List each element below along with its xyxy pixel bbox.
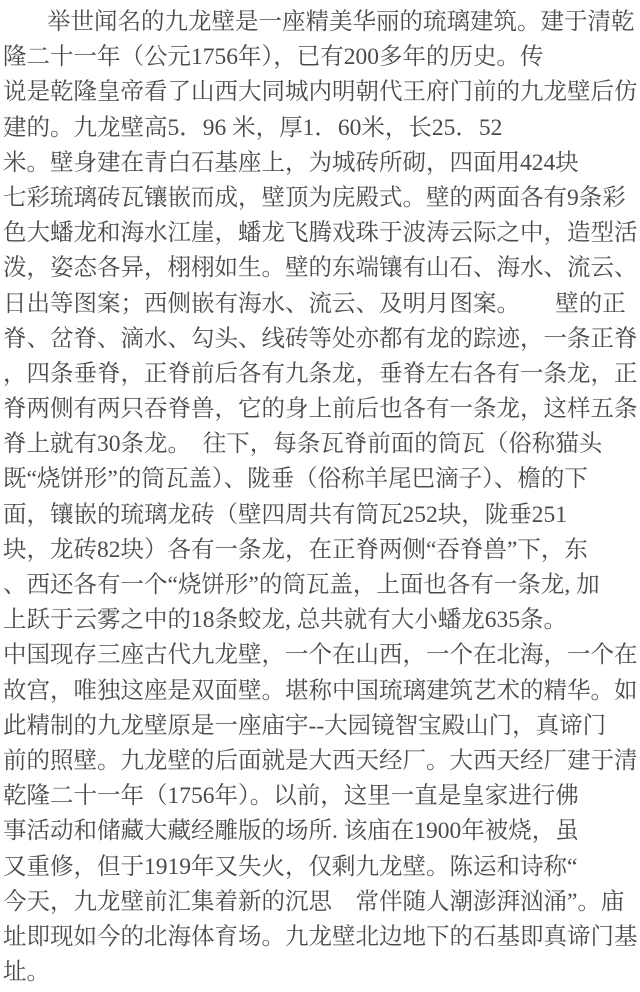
text-line: 日出等图案；西侧嵌有海水、流云、及明月图案。 壁的正 xyxy=(3,290,626,317)
text-line: 七彩琉璃砖瓦镶嵌而成，壁顶为庑殿式。壁的两面各有9条彩 xyxy=(3,184,626,211)
text-line: 址。 xyxy=(3,959,50,986)
text-line: 此精制的九龙壁原是一座庙宇--大园镜智宝殿山门，真谛门 xyxy=(3,712,607,739)
text-line: ，四条垂脊，正脊前后各有九条龙，垂脊左右各有一条龙，正 xyxy=(3,360,638,387)
text-line: 上跃于云雾之中的18条蛟龙, 总共就有大小蟠龙635条。 xyxy=(3,607,567,634)
text-line: 米。壁身建在青白石基座上，为城砖所砌，四面用424块 xyxy=(3,149,579,176)
text-line: 既“烧饼形”的筒瓦盖）、陇垂（俗称羊尾巴滴子）、檐的下 xyxy=(3,466,588,493)
text-line: 前的照壁。九龙壁的后面就是大西天经厂。大西天经厂建于清 xyxy=(3,747,638,774)
text-line: 乾隆二十一年（1756年）。以前，这里一直是皇家进行佛 xyxy=(3,783,579,810)
text-line: 隆二十一年（公元1756年），已有200多年的历史。传 xyxy=(3,44,544,71)
text-line: 事活动和储藏大藏经雕版的场所. 该庙在1900年被烧，虽 xyxy=(3,818,579,845)
text-line: 址即现如今的北海体育场。九龙壁北边地下的石基即真谛门基 xyxy=(3,923,638,950)
text-line: 块，龙砖82块）各有一条龙，在正脊两侧“吞脊兽”下，东 xyxy=(3,536,588,563)
text-line: 脊上就有30条龙。 往下，每条瓦脊前面的筒瓦（俗称猫头 xyxy=(3,431,603,458)
text-line: 故宫，唯独这座是双面壁。堪称中国琉璃建筑艺术的精华。如 xyxy=(3,677,638,704)
text-line: 面，镶嵌的琉璃龙砖（壁四周共有筒瓦252块，陇垂251 xyxy=(3,501,567,528)
text-line: 色大蟠龙和海水江崖，蟠龙飞腾戏珠于波涛云际之中，造型活 xyxy=(3,220,638,247)
text-line: 泼，姿态各异，栩栩如生。壁的东端镶有山石、海水、流云、 xyxy=(3,255,638,282)
text-line: 举世闻名的九龙壁是一座精美华丽的琉璃建筑。建于清乾 xyxy=(47,9,635,35)
text-line: 中国现存三座古代九龙壁，一个在山西，一个在北海，一个在 xyxy=(3,642,638,669)
text-line: 又重修，但于1919年又失火，仅剩九龙壁。陈运和诗称“ xyxy=(3,853,578,880)
text-line: 说是乾隆皇帝看了山西大同城内明朝代王府门前的九龙壁后仿 xyxy=(3,79,638,106)
text-line: 今天，九龙壁前汇集着新的沉思 常伴随人潮澎湃汹涌”。庙 xyxy=(3,888,625,915)
text-line: 建的。九龙壁高5．96 米，厚1．60米，长25．52 xyxy=(3,114,503,141)
text-line: 脊、岔脊、滴水、勾头、线砖等处亦都有龙的踪迹，一条正脊 xyxy=(3,325,638,352)
text-line: 脊两侧有两只吞脊兽，它的身上前后也各有一条龙，这样五条 xyxy=(3,396,638,423)
text-line: 、西还各有一个“烧饼形”的筒瓦盖，上面也各有一条龙, 加 xyxy=(3,572,600,598)
